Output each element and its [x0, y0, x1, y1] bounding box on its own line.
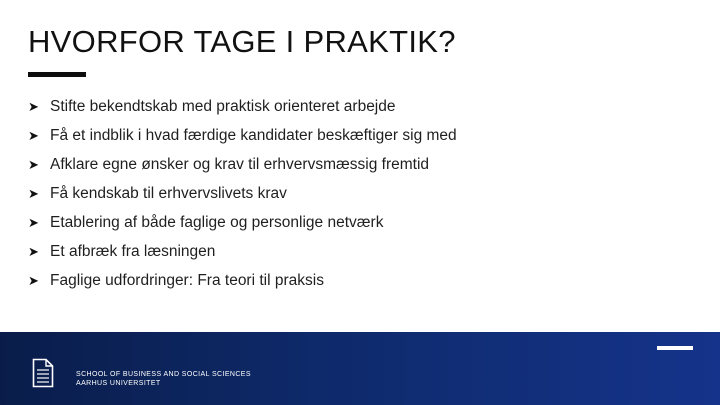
bullet-text: Få kendskab til erhvervslivets krav	[50, 184, 287, 202]
arrow-bullet-icon: ➤	[28, 156, 39, 172]
bullet-text: Et afbræk fra læsningen	[50, 242, 216, 260]
arrow-bullet-icon: ➤	[28, 243, 39, 259]
bullet-text: Etablering af både faglige og personlige netværk	[50, 213, 384, 231]
footer-school-name: SCHOOL OF BUSINESS AND SOCIAL SCIENCES	[76, 371, 251, 378]
footer-institution	[76, 370, 251, 388]
list-item	[28, 237, 457, 266]
bullet-text: Afklare egne ønsker og krav til erhvervsmæssig fremtid	[50, 155, 430, 173]
bullet-text: Stifte bekendtskab med praktisk orienteret arbejde	[50, 97, 396, 115]
arrow-bullet-icon: ➤	[28, 127, 39, 143]
arrow-bullet-icon: ➤	[28, 98, 39, 114]
footer-accent-bar	[657, 346, 693, 350]
list-item	[28, 208, 457, 237]
footer-university-name: AARHUS UNIVERSITET	[76, 380, 161, 387]
document-icon	[32, 358, 54, 388]
list-item	[28, 92, 457, 121]
list-item	[28, 121, 457, 150]
slide-title: HVORFOR TAGE I PRAKTIK?	[28, 24, 456, 59]
arrow-bullet-icon: ➤	[28, 185, 39, 201]
arrow-bullet-icon: ➤	[28, 272, 39, 288]
bullet-list	[28, 92, 457, 295]
arrow-bullet-icon: ➤	[28, 214, 39, 230]
bullet-text: Få et indblik i hvad færdige kandidater beskæftiger sig med	[50, 126, 457, 144]
list-item	[28, 266, 457, 295]
list-item	[28, 150, 457, 179]
footer-banner	[0, 332, 720, 405]
title-underline	[28, 72, 86, 77]
bullet-text: Faglige udfordringer: Fra teori til praksis	[50, 271, 324, 289]
list-item	[28, 179, 457, 208]
